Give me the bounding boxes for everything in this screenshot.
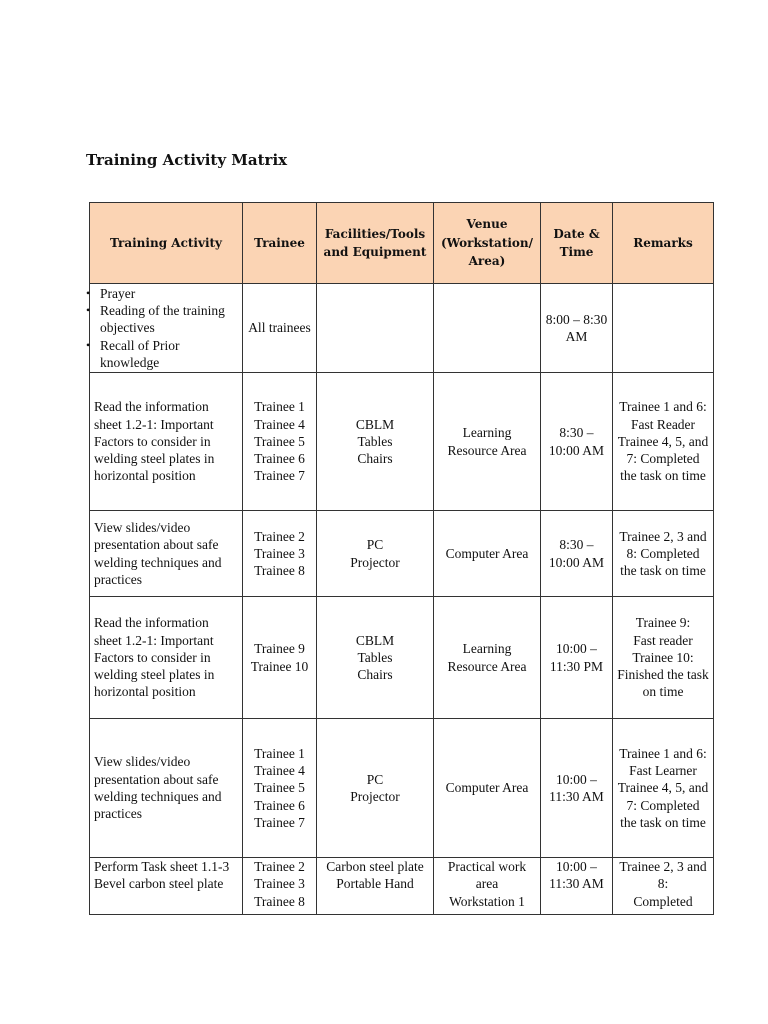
facilities-cell: PC Projector: [317, 511, 434, 597]
table-row: [90, 284, 714, 373]
activity-cell: View slides/video presentation about safe welding techniques and practices: [90, 511, 243, 597]
header-venue: Venue (Workstation/ Area): [434, 203, 541, 284]
trainee-cell: Trainee 1 Trainee 4 Trainee 5 Trainee 6 Trainee 7: [243, 373, 317, 511]
venue-cell: Computer Area: [434, 511, 541, 597]
venue-cell: Learning Resource Area: [434, 373, 541, 511]
table-row: [90, 719, 714, 858]
datetime-cell: 8:30 – 10:00 AM: [541, 511, 613, 597]
venue-cell: Learning Resource Area: [434, 597, 541, 719]
datetime-cell: 10:00 – 11:30 PM: [541, 597, 613, 719]
venue-cell: Computer Area: [434, 719, 541, 858]
remarks-cell: Trainee 1 and 6: Fast Learner Trainee 4, 5, and 7: Completed the task on time: [613, 719, 714, 858]
table-row: [90, 511, 714, 597]
activity-cell: Perform Task sheet 1.1-3 Bevel carbon steel plate: [90, 858, 243, 915]
activity-cell: View slides/video presentation about safe welding techniques and practices: [90, 719, 243, 858]
header-facilities: Facilities/Tools and Equipment: [317, 203, 434, 284]
header-training-activity: Training Activity: [90, 203, 243, 284]
trainee-cell: Trainee 2 Trainee 3 Trainee 8: [243, 511, 317, 597]
facilities-cell: PC Projector: [317, 719, 434, 858]
datetime-cell: 8:30 – 10:00 AM: [541, 373, 613, 511]
venue-cell: Practical work area Workstation 1: [434, 858, 541, 915]
trainee-cell: Trainee 2 Trainee 3 Trainee 8: [243, 858, 317, 915]
header-trainee: Trainee: [243, 203, 317, 284]
remarks-cell: Trainee 1 and 6: Fast Reader Trainee 4, 5, and 7: Completed the task on time: [613, 373, 714, 511]
trainee-cell: Trainee 9 Trainee 10: [243, 597, 317, 719]
facilities-cell: CBLM Tables Chairs: [317, 373, 434, 511]
remarks-cell: Trainee 2, 3 and 8: Completed: [613, 858, 714, 915]
list-item: • Reading of the training objectives: [86, 303, 225, 336]
table-header-row: [90, 203, 714, 284]
table-row: [90, 858, 714, 915]
facilities-cell: [317, 284, 434, 373]
datetime-cell: 8:00 – 8:30 AM: [541, 284, 613, 373]
bullet-icon: •: [86, 303, 91, 318]
activity-cell: [86, 284, 243, 373]
remarks-cell: [613, 284, 714, 373]
datetime-cell: 10:00 – 11:30 AM: [541, 719, 613, 858]
table-row: [90, 373, 714, 511]
trainee-cell: All trainees: [243, 284, 317, 373]
activity-cell: Read the information sheet 1.2-1: Important Factors to consider in welding steel plates in horizontal position: [90, 373, 243, 511]
datetime-cell: 10:00 – 11:30 AM: [541, 858, 613, 915]
document-title: Training Activity Matrix: [86, 151, 288, 169]
remarks-cell: Trainee 9: Fast reader Trainee 10: Finished the task on time: [613, 597, 714, 719]
venue-cell: [434, 284, 541, 373]
table-row: [90, 597, 714, 719]
activity-list: [86, 285, 236, 371]
facilities-cell: CBLM Tables Chairs: [317, 597, 434, 719]
activity-cell: Read the information sheet 1.2-1: Important Factors to consider in welding steel plates in horizontal position: [90, 597, 243, 719]
remarks-cell: Trainee 2, 3 and 8: Completed the task on time: [613, 511, 714, 597]
facilities-cell: Carbon steel plate Portable Hand: [317, 858, 434, 915]
bullet-icon: •: [86, 285, 91, 300]
training-activity-table: [86, 202, 714, 915]
list-item: • Prayer: [86, 285, 136, 301]
header-date-time: Date & Time: [541, 203, 613, 284]
trainee-cell: Trainee 1 Trainee 4 Trainee 5 Trainee 6 Trainee 7: [243, 719, 317, 858]
header-remarks: Remarks: [613, 203, 714, 284]
bullet-icon: •: [86, 337, 91, 352]
list-item: • Recall of Prior knowledge: [86, 337, 180, 370]
